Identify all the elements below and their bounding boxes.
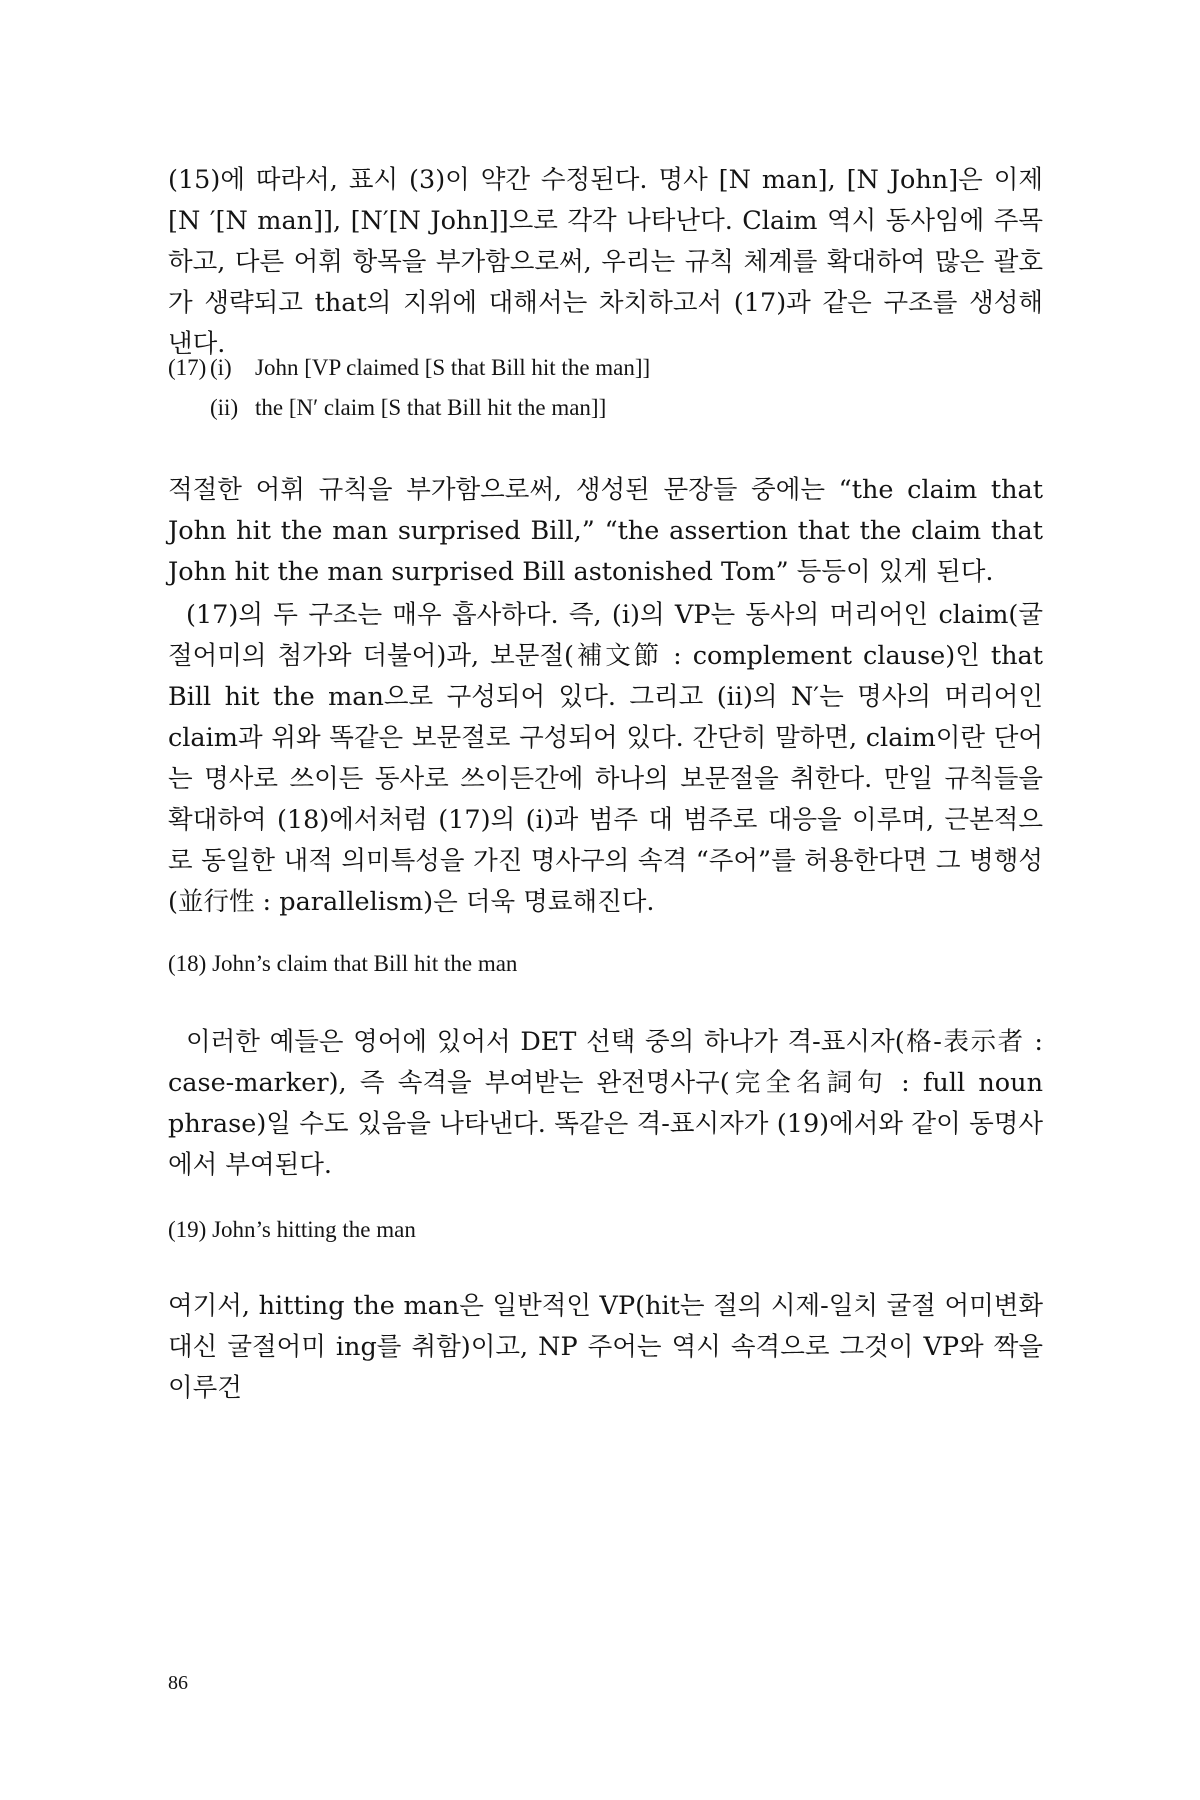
paragraph-generated-sentences: 적절한 어휘 규칙을 부가함으로써, 생성된 문장들 중에는 “the claim that John hit the man surprised Bill,” “the assertion that the claim that John hit the man surprised Bill astonished Tom” 등등이 있게 된다. [168, 475, 1043, 587]
example-17-i-text: John [VP claimed [S that Bill hit the man]] [255, 355, 651, 380]
example-17-ii-label: (ii) [210, 395, 239, 420]
paragraph-15-revision: (15)에 따라서, 표시 (3)이 약간 수정된다. 명사 [N man], [N John]은 이제 [N ′[N man]], [N′[N John]]으로 각각 나타난다. Claim 역시 동사임에 주목하고, 다른 어휘 항목을 부가함으로써, 우리는 규칙 체계를 확대하여 많은 괄호가 생략되고 that의 지위에 대해서는 차치하고서 (17)과 같은 구조를 생성해 낸다. [168, 165, 1043, 359]
example-17-i-label: (i) [210, 355, 232, 380]
example-17-i [168, 348, 1043, 388]
example-17-ii-text: the [N′ claim [S that Bill hit the man]] [255, 395, 607, 420]
example-19: (19) John’s hitting the man [168, 1217, 416, 1242]
example-17-ii [168, 388, 1043, 428]
example-17 [168, 348, 1043, 428]
example-17-number: (17) [168, 355, 207, 380]
example-18: (18) John’s claim that Bill hit the man [168, 951, 518, 976]
paragraph-case-marker: 이러한 예들은 영어에 있어서 DET 선택 중의 하나가 격-표시자(格-表示者 : case-marker), 즉 속격을 부여받는 완전명사구(完全名詞句 : full noun phrase)일 수도 있음을 나타낸다. 똑같은 격-표시자가 (19)에서와 같이 동명사에서 부여된다. [168, 1027, 1043, 1180]
page-number: 86 [168, 1672, 188, 1694]
paragraph-parallelism: (17)의 두 구조는 매우 흡사하다. 즉, (i)의 VP는 동사의 머리어인 claim(굴절어미의 첨가와 더불어)과, 보문절(補文節 : complement clause)인 that Bill hit the man으로 구성되어 있다. 그리고 (ii)의 N′는 명사의 머리어인 claim과 위와 똑같은 보문절로 구성되어 있다. 간단히 말하면, claim이란 단어는 명사로 쓰이든 동사로 쓰이든간에 하나의 보문절을 취한다. 만일 규칙들을 확대하여 (18)에서처럼 (17)의 (i)과 범주 대 범주로 대응을 이루며, 근본적으로 동일한 내적 의미특성을 가진 명사구의 속격 “주어”를 허용한다면 그 병행성(並行性 : parallelism)은 더욱 명료해진다. [168, 600, 1043, 917]
paragraph-gerund: 여기서, hitting the man은 일반적인 VP(hit는 절의 시제-일치 굴절 어미변화 대신 굴절어미 ing를 취함)이고, NP 주어는 역시 속격으로 그것이 VP와 짝을 이루건 [168, 1291, 1043, 1403]
